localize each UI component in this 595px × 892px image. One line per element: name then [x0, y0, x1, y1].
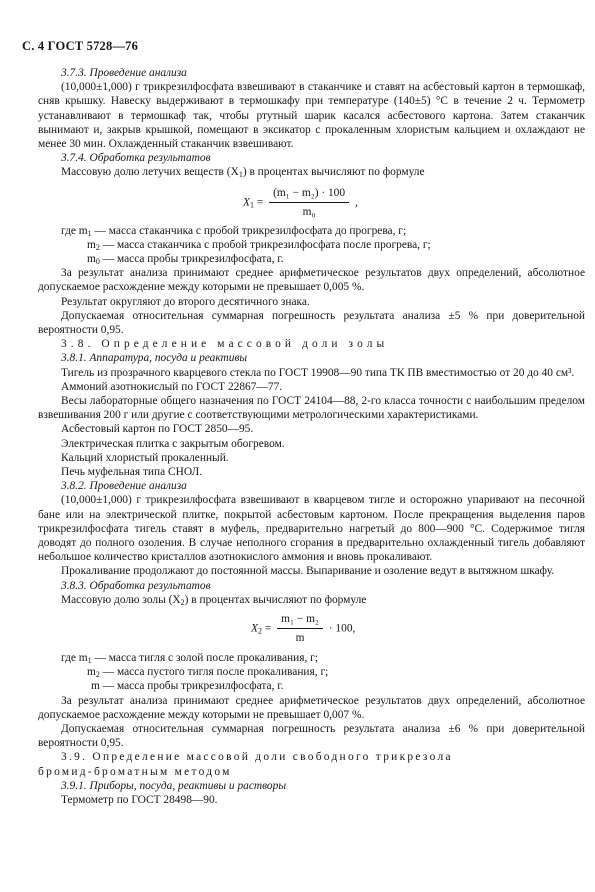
section-3-8-3-heading: 3.8.3. Обработка результатов	[61, 579, 211, 592]
variable-row	[38, 238, 585, 252]
instrument-item: Термометр по ГОСТ 28498—90.	[61, 794, 218, 807]
variable-subscript: 0	[95, 257, 100, 266]
volatiles-result-paragraph: За результат анализа принимают среднее арифметическое результатов двух определений, абсолютное допускаемое расхождение между которыми не превышает 0,005 %.	[38, 267, 585, 294]
section-3-7-3-text: (10,000±1,000) г трикрезилфосфата взвешивают в стаканчике и ставят на асбестовый картон в термошкаф, сняв крышку. Навеску выдерживают в термошкафу при температуре (140±5) °С в течение 2 ч. Термометр устанавливают в термошкаф так, чтобы ртутный шарик касался асбестового картона. Затем стаканчик вынимают и, закрыв крышкой, помещают в эксикатор с прокаленным хлористым кальцием и охлаждают не менее 30 мин. Охлажденный стаканчик взвешивают.	[38, 81, 585, 151]
formula-lhs-sub: 1	[249, 199, 254, 209]
volatiles-formula-intro	[38, 165, 585, 179]
variable-row	[38, 252, 585, 266]
section-3-8-heading: 3.8. Определение массовой доли золы	[61, 338, 389, 351]
variable-symbol: m	[91, 680, 100, 693]
ash-error-paragraph: Допускаемая относительная суммарная погрешность результата анализа ±6 % при доверительной вероятности 0,95.	[38, 723, 585, 750]
ash-result-paragraph: За результат анализа принимают среднее арифметическое результатов двух определений, абсолютное допускаемое расхождение между которыми не превышает 0,007 %.	[38, 694, 585, 721]
section-3-9-heading-line2: бромид-броматным методом	[38, 765, 232, 778]
variable-subscript: 1	[87, 228, 92, 238]
variable-row	[38, 224, 585, 238]
formula-fraction	[269, 186, 349, 219]
section-3-9-1-heading: 3.9.1. Приборы, посуда, реактивы и растворы	[61, 779, 287, 792]
ash-formula-intro	[38, 593, 585, 607]
variable-description: — масса пустого тигля после прокаливания, г;	[99, 666, 329, 679]
variable-symbol: где m	[61, 652, 88, 665]
intro-text-a: Массовую долю летучих веществ (X	[61, 166, 239, 179]
variable-subscript: 2	[95, 242, 100, 252]
intro-subscript: 1	[238, 170, 243, 180]
formula-equals: =	[264, 622, 272, 635]
equipment-item: Электрическая плитка с закрытым обогревом.	[61, 437, 285, 450]
formula-lhs-sub: 2	[257, 626, 262, 636]
volatiles-error-paragraph: Допускаемая относительная суммарная погрешность результата анализа ±5 % при доверительной вероятности 0,95.	[38, 309, 585, 336]
formula-denominator: m₀	[302, 205, 316, 218]
formula-lhs: X	[243, 195, 250, 208]
variable-description: — масса стаканчика с пробой трикрезилфосфата после прогрева, г;	[99, 238, 431, 251]
calcination-paragraph: Прокаливание продолжают до постоянной массы. Выпаривание и озоление ведут в вытяжном шкафу.	[61, 565, 555, 578]
formula-numerator: m₁ − m₂	[277, 612, 323, 629]
formula-fraction	[277, 612, 323, 645]
section-3-8-2-heading: 3.8.2. Проведение анализа	[61, 480, 187, 493]
variable-description: — масса пробы трикрезилфосфата, г.	[99, 680, 284, 693]
formula-denominator: m	[295, 632, 305, 645]
equipment-item: Аммоний азотнокислый по ГОСТ 22867—77.	[61, 380, 283, 393]
variable-row	[38, 651, 585, 665]
variable-subscript: 2	[95, 670, 100, 680]
section-3-7-4-heading: 3.7.4. Обработка результатов	[61, 152, 211, 165]
ash-variable-list	[38, 651, 585, 694]
variable-description: — масса пробы трикрезилфосфата, г.	[99, 253, 284, 265]
variable-description: — масса стаканчика с пробой трикрезилфосфата до прогрева, г;	[91, 224, 407, 237]
section-3-9-heading-line1: 3.9. Определение массовой доли свободного трикрезола	[61, 751, 453, 764]
formula-tail: · 100,	[328, 622, 356, 635]
equipment-item: Весы лабораторные общего назначения по ГОСТ 24104—88, 2-го класса точности с наибольшим пределом взвешивания 200 г или другие с соответствующими метрологическими характеристиками.	[38, 395, 585, 422]
formula-lhs: X	[251, 622, 258, 635]
rounding-paragraph: Результат округляют до второго десятичного знака.	[61, 295, 310, 308]
variable-row	[38, 665, 585, 679]
variable-symbol: m	[87, 253, 96, 265]
page-header: С. 4 ГОСТ 5728—76	[22, 39, 139, 53]
ash-formula	[38, 607, 585, 651]
intro-text-a: Массовую долю золы (X	[61, 593, 181, 606]
ash-analysis-paragraph: (10,000±1,000) г трикрезилфосфата взвешивают в кварцевом тигле и осторожно упаривают на песочной бане или на электрической плитке, покрытой асбестовым картоном. После прекращения выделения паров трикрезилфосфата тигель ставят в муфель, предварительно нагретый до 800—900 °С. Содержимое тигля доводят до полного озоления. В случае неполного сгорания в предварительно охлажденный тигель добавляют небольшое количество кристаллов азотнокислого аммония и вновь прокаливают.	[38, 494, 585, 564]
equipment-item: Кальций хлористый прокаленный.	[61, 451, 229, 464]
formula-tail: ,	[354, 195, 358, 208]
equipment-item: Тигель из прозрачного кварцевого стекла по ГОСТ 19908—90 типа ТК ПВ вместимостью от 20 до 40 см³.	[61, 366, 575, 379]
equipment-item: Печь муфельная типа СНОЛ.	[61, 466, 203, 479]
variable-symbol: где m	[61, 224, 88, 237]
variable-symbol: m	[87, 238, 96, 251]
document-body	[38, 66, 585, 807]
volatiles-formula	[38, 180, 585, 224]
formula-numerator: (m₁ − m₂) · 100	[269, 186, 349, 203]
section-3-8-1-heading: 3.8.1. Аппаратура, посуда и реактивы	[61, 352, 248, 365]
intro-text-b: ) в процентах вычисляют по формуле	[184, 593, 367, 606]
variable-symbol: m	[87, 666, 96, 679]
formula-equals: =	[256, 195, 264, 208]
variable-row	[38, 679, 585, 693]
intro-text-b: ) в процентах вычисляют по формуле	[242, 166, 425, 179]
equipment-item: Асбестовый картон по ГОСТ 2850—95.	[61, 423, 254, 436]
variable-description: — масса тигля с золой после прокаливания, г;	[91, 652, 318, 665]
intro-subscript: 2	[180, 597, 185, 607]
volatiles-variable-list	[38, 224, 585, 267]
variable-subscript: 1	[87, 656, 92, 666]
section-3-7-3-heading: 3.7.3. Проведение анализа	[61, 67, 187, 79]
